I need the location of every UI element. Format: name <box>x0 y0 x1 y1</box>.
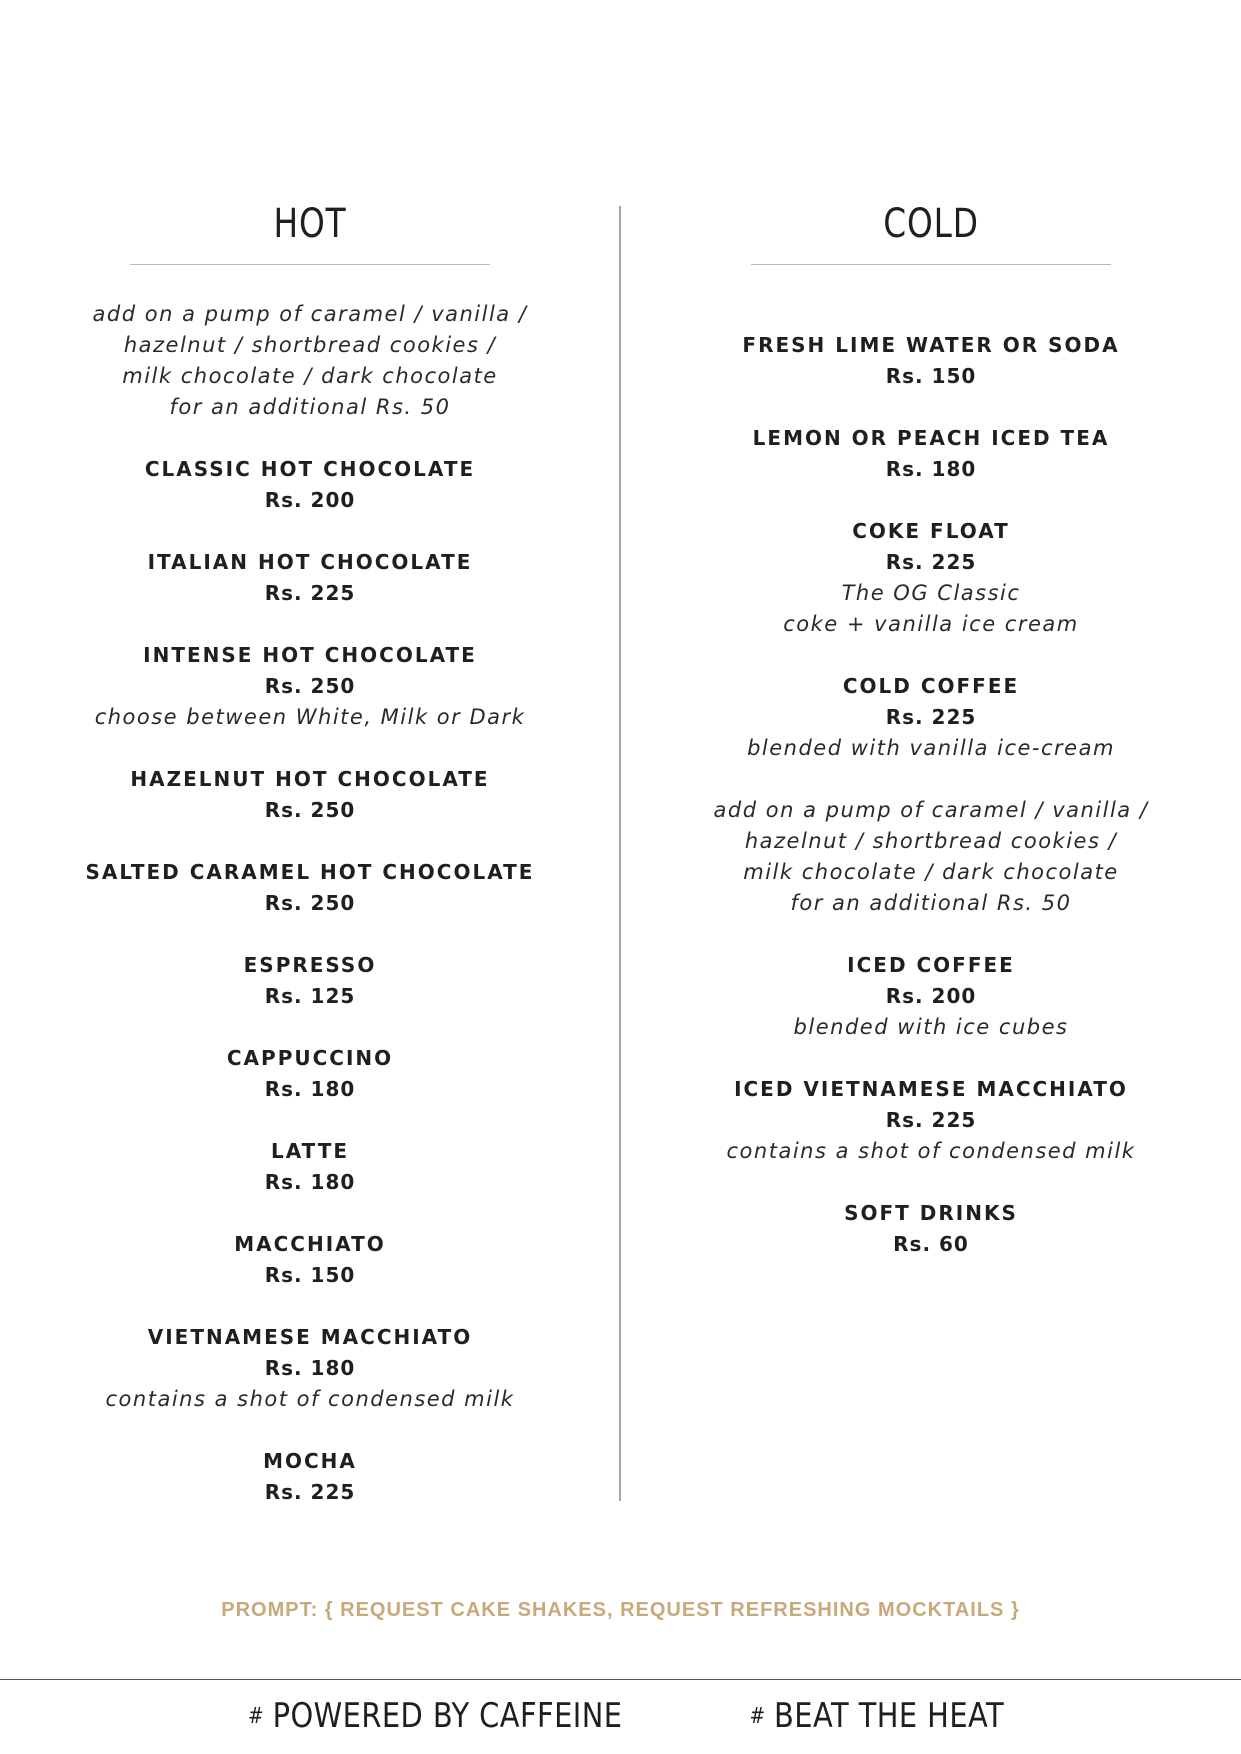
cold-title: COLD <box>883 201 979 247</box>
footer-tagline <box>0 1696 1241 1746</box>
item-name: INTENSE HOT CHOCOLATE <box>143 643 477 667</box>
item-price: Rs. 225 <box>264 1480 356 1504</box>
item-description: coke + vanilla ice cream <box>783 612 1079 636</box>
column-divider <box>619 206 621 1501</box>
addon-line: hazelnut / shortbread cookies / <box>123 333 497 357</box>
item-description: contains a shot of condensed milk <box>105 1387 515 1411</box>
item-price: Rs. 225 <box>264 581 356 605</box>
item-price: Rs. 180 <box>264 1356 356 1380</box>
item-description: blended with ice cubes <box>793 1015 1069 1039</box>
hot-title: HOT <box>273 201 347 247</box>
hash-icon: # <box>247 1704 264 1729</box>
item-price: Rs. 250 <box>264 674 356 698</box>
item-name: COKE FLOAT <box>852 519 1010 543</box>
item-name: HAZELNUT HOT CHOCOLATE <box>130 767 490 791</box>
menu-item <box>74 1043 546 1105</box>
menu-item <box>695 1074 1167 1167</box>
menu-item <box>695 516 1167 640</box>
menu-item <box>74 547 546 609</box>
tagline-text: POWERED BY CAFFEINE <box>272 1696 623 1736</box>
item-price: Rs. 225 <box>885 550 977 574</box>
item-name: SALTED CARAMEL HOT CHOCOLATE <box>85 860 535 884</box>
menu-item <box>74 1136 546 1198</box>
item-price: Rs. 180 <box>885 457 977 481</box>
prompt-banner: PROMPT: { REQUEST CAKE SHAKES, REQUEST REFRESHING MOCKTAILS } <box>221 1599 1020 1621</box>
addon-line: for an additional Rs. 50 <box>790 891 1072 915</box>
item-price: Rs. 150 <box>264 1263 356 1287</box>
item-name: FRESH LIME WATER OR SODA <box>742 333 1120 357</box>
hash-icon: # <box>749 1704 766 1729</box>
hot-menu-list <box>74 299 546 1508</box>
item-price: Rs. 250 <box>264 891 356 915</box>
item-price: Rs. 150 <box>885 364 977 388</box>
item-name: MACCHIATO <box>234 1232 386 1256</box>
item-price: Rs. 60 <box>893 1232 969 1256</box>
cold-menu-list <box>695 330 1167 1260</box>
item-description: contains a shot of condensed milk <box>726 1139 1136 1163</box>
item-name: LEMON OR PEACH ICED TEA <box>752 426 1110 450</box>
addon-line: add on a pump of caramel / vanilla / <box>92 302 528 326</box>
item-name: MOCHA <box>263 1449 357 1473</box>
item-price: Rs. 180 <box>264 1170 356 1194</box>
item-price: Rs. 225 <box>885 1108 977 1132</box>
hot-column <box>74 196 546 1539</box>
tagline-beat-the-heat <box>749 1696 1004 1736</box>
item-price: Rs. 250 <box>264 798 356 822</box>
item-name: LATTE <box>270 1139 350 1163</box>
item-description: The OG Classic <box>841 581 1021 605</box>
item-description: choose between White, Milk or Dark <box>94 705 526 729</box>
menu-item <box>695 671 1167 764</box>
footer-rule <box>0 1679 1241 1680</box>
menu-item <box>74 1446 546 1508</box>
menu-item <box>74 857 546 919</box>
item-price: Rs. 125 <box>264 984 356 1008</box>
addon-line: milk chocolate / dark chocolate <box>122 364 498 388</box>
item-name: CLASSIC HOT CHOCOLATE <box>144 457 476 481</box>
menu-item <box>74 1322 546 1415</box>
menu-item <box>74 764 546 826</box>
menu-item <box>74 640 546 733</box>
item-price: Rs. 200 <box>885 984 977 1008</box>
hot-title-rule <box>130 264 490 265</box>
cold-title-rule <box>751 264 1111 265</box>
tagline-text: BEAT THE HEAT <box>773 1696 1004 1736</box>
item-name: SOFT DRINKS <box>844 1201 1018 1225</box>
addon-line: add on a pump of caramel / vanilla / <box>713 798 1149 822</box>
menu-item <box>695 423 1167 485</box>
item-name: VIETNAMESE MACCHIATO <box>147 1325 473 1349</box>
cold-addon-note <box>695 795 1167 919</box>
item-name: ITALIAN HOT CHOCOLATE <box>147 550 473 574</box>
item-price: Rs. 225 <box>885 705 977 729</box>
tagline-powered-by-caffeine <box>248 1696 622 1736</box>
menu-item <box>74 1229 546 1291</box>
menu-item <box>695 1198 1167 1260</box>
addon-line: milk chocolate / dark chocolate <box>743 860 1119 884</box>
menu-item <box>74 950 546 1012</box>
item-description: blended with vanilla ice-cream <box>747 736 1115 760</box>
cold-column <box>695 196 1167 1291</box>
item-name: COLD COFFEE <box>842 674 1020 698</box>
item-name: ICED VIETNAMESE MACCHIATO <box>734 1077 1128 1101</box>
item-price: Rs. 180 <box>264 1077 356 1101</box>
item-name: ICED COFFEE <box>847 953 1015 977</box>
menu-item <box>74 454 546 516</box>
menu-item <box>695 330 1167 392</box>
addon-line: for an additional Rs. 50 <box>169 395 451 419</box>
item-name: ESPRESSO <box>243 953 377 977</box>
item-price: Rs. 200 <box>264 488 356 512</box>
item-name: CAPPUCCINO <box>226 1046 394 1070</box>
menu-item <box>695 950 1167 1043</box>
hot-addon-note <box>74 299 546 423</box>
addon-line: hazelnut / shortbread cookies / <box>744 829 1118 853</box>
